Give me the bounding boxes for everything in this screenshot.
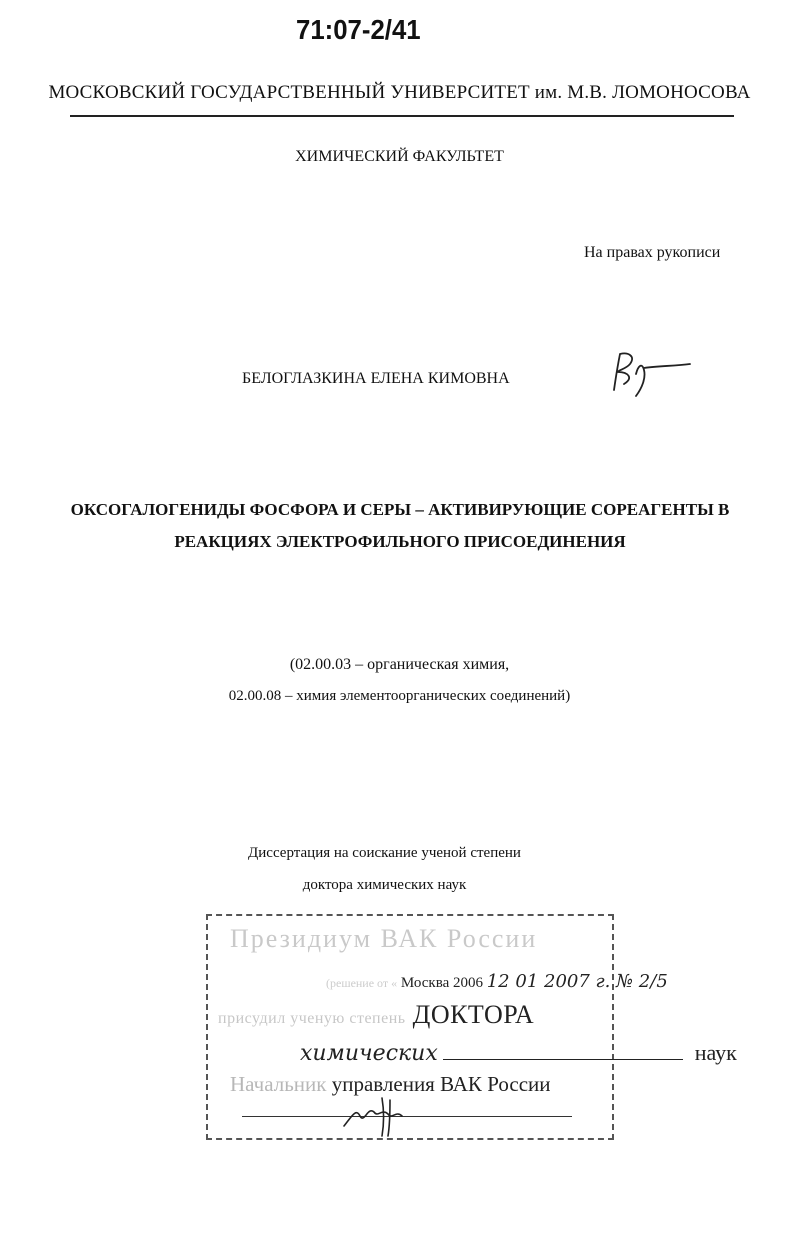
stamp-decision-prefix: (решение от « [326, 976, 398, 990]
stamp-degree: ДОКТОРА [412, 1000, 535, 1029]
vak-stamp [206, 914, 737, 1140]
stamp-line-field [300, 1040, 737, 1066]
dissertation-title [40, 494, 760, 558]
author-name: БЕЛОГЛАЗКИНА ЕЛЕНА КИМОВНА [242, 370, 510, 387]
faculty-name: ХИМИЧЕСКИЙ ФАКУЛЬТЕТ [295, 148, 504, 165]
specialty-line: (02.00.03 – органическая химия, [289, 656, 510, 673]
stamp-head-text: управления ВАК России [331, 1072, 551, 1096]
title-line: ОКСОГАЛОГЕНИДЫ ФОСФОРА И СЕРЫ – АКТИВИРУЮЩИЕ СОРЕАГЕНТЫ В [70, 500, 730, 519]
stamp-head-prefix: Начальник [230, 1072, 327, 1096]
catalog-number: 71:07-2/41 [296, 14, 421, 45]
stamp-line-degree [218, 1000, 534, 1030]
stamp-field-underline [443, 1057, 683, 1060]
stamp-line-decision [326, 971, 668, 992]
stamp-signature [338, 1086, 428, 1138]
stamp-degree-prefix: присудил ученую степень [218, 1010, 406, 1027]
stamp-city-year: Москва 2006 [400, 975, 483, 991]
rights-note: На правах рукописи [584, 244, 721, 261]
degree-line: доктора химических наук [302, 877, 467, 893]
stamp-field-handwritten: химических [300, 1041, 438, 1066]
stamp-decision-date: 12 01 2007 г. № 2/5 [486, 971, 668, 992]
degree-line: Диссертация на соискание ученой степени [248, 845, 521, 861]
stamp-field-suffix: наук [694, 1040, 737, 1065]
stamp-line-presidium: Президиум ВАК России [230, 924, 538, 953]
university-name: МОСКОВСКИЙ ГОСУДАРСТВЕННЫЙ УНИВЕРСИТЕТ им. М.В. ЛОМОНОСОВА [48, 82, 751, 103]
author-signature [606, 344, 696, 399]
specialty-line: 02.00.08 – химия элементоорганических соединений) [228, 688, 571, 704]
header-divider [70, 115, 734, 117]
title-line: РЕАКЦИЯХ ЭЛЕКТРОФИЛЬНОГО ПРИСОЕДИНЕНИЯ [174, 532, 626, 551]
